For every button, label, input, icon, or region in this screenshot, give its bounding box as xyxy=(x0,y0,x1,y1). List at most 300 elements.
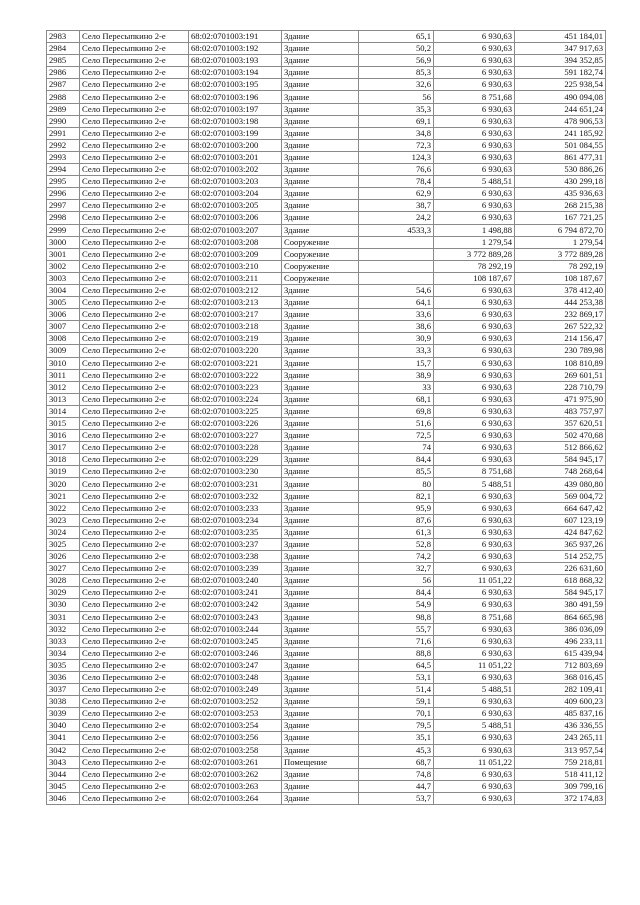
unit-price-cell: 6 930,63 xyxy=(434,405,515,417)
cadastral-value-cell: 241 185,92 xyxy=(515,127,606,139)
unit-price-cell: 6 930,63 xyxy=(434,55,515,67)
row-number-cell: 3042 xyxy=(47,744,80,756)
cadastral-number-cell: 68:02:0701003:202 xyxy=(189,164,282,176)
area-cell: 69,8 xyxy=(359,405,434,417)
cadastral-value-cell: 435 936,63 xyxy=(515,188,606,200)
unit-price-cell: 6 930,63 xyxy=(434,151,515,163)
table-row xyxy=(47,103,606,115)
table-row xyxy=(47,732,606,744)
settlement-name-cell: Село Пересыпкино 2-е xyxy=(80,442,189,454)
settlement-name-cell: Село Пересыпкино 2-е xyxy=(80,732,189,744)
cadastral-number-cell: 68:02:0701003:247 xyxy=(189,659,282,671)
unit-price-cell: 6 930,63 xyxy=(434,127,515,139)
unit-price-cell: 6 930,63 xyxy=(434,563,515,575)
unit-price-cell: 6 930,63 xyxy=(434,381,515,393)
cadastral-number-cell: 68:02:0701003:228 xyxy=(189,442,282,454)
cadastral-number-cell: 68:02:0701003:246 xyxy=(189,647,282,659)
cadastral-number-cell: 68:02:0701003:249 xyxy=(189,684,282,696)
cadastral-number-cell: 68:02:0701003:240 xyxy=(189,575,282,587)
cadastral-number-cell: 68:02:0701003:219 xyxy=(189,333,282,345)
table-row xyxy=(47,623,606,635)
object-type-cell: Сооружение xyxy=(282,260,359,272)
unit-price-cell: 6 930,63 xyxy=(434,321,515,333)
area-cell: 33 xyxy=(359,381,434,393)
area-cell: 52,8 xyxy=(359,538,434,550)
cadastral-number-cell: 68:02:0701003:237 xyxy=(189,538,282,550)
area-cell: 72,5 xyxy=(359,430,434,442)
cadastral-number-cell: 68:02:0701003:200 xyxy=(189,139,282,151)
cadastral-value-cell: 485 837,16 xyxy=(515,708,606,720)
cadastral-value-cell: 607 123,19 xyxy=(515,514,606,526)
cadastral-number-cell: 68:02:0701003:261 xyxy=(189,756,282,768)
cadastral-value-cell: 108 187,67 xyxy=(515,272,606,284)
area-cell: 44,7 xyxy=(359,780,434,792)
cadastral-value-cell: 759 218,81 xyxy=(515,756,606,768)
cadastral-number-cell: 68:02:0701003:254 xyxy=(189,720,282,732)
row-number-cell: 2996 xyxy=(47,188,80,200)
unit-price-cell: 6 930,63 xyxy=(434,442,515,454)
table-row xyxy=(47,599,606,611)
unit-price-cell: 11 051,22 xyxy=(434,659,515,671)
object-type-cell: Здание xyxy=(282,587,359,599)
table-row xyxy=(47,55,606,67)
cadastral-number-cell: 68:02:0701003:198 xyxy=(189,115,282,127)
row-number-cell: 3005 xyxy=(47,297,80,309)
cadastral-number-cell: 68:02:0701003:218 xyxy=(189,321,282,333)
cadastral-value-cell: 530 886,26 xyxy=(515,164,606,176)
area-cell: 53,7 xyxy=(359,792,434,804)
table-row xyxy=(47,635,606,647)
object-type-cell: Здание xyxy=(282,659,359,671)
cadastral-value-cell: 712 803,69 xyxy=(515,659,606,671)
cadastral-number-cell: 68:02:0701003:220 xyxy=(189,345,282,357)
table-row xyxy=(47,176,606,188)
unit-price-cell: 6 930,63 xyxy=(434,115,515,127)
unit-price-cell: 6 930,63 xyxy=(434,103,515,115)
row-number-cell: 3007 xyxy=(47,321,80,333)
object-type-cell: Здание xyxy=(282,309,359,321)
object-type-cell: Сооружение xyxy=(282,272,359,284)
area-cell: 95,9 xyxy=(359,502,434,514)
object-type-cell: Здание xyxy=(282,79,359,91)
unit-price-cell: 5 488,51 xyxy=(434,478,515,490)
table-row xyxy=(47,321,606,333)
settlement-name-cell: Село Пересыпкино 2-е xyxy=(80,248,189,260)
unit-price-cell: 6 930,63 xyxy=(434,43,515,55)
object-type-cell: Здание xyxy=(282,466,359,478)
unit-price-cell: 6 930,63 xyxy=(434,357,515,369)
object-type-cell: Здание xyxy=(282,551,359,563)
area-cell: 68,1 xyxy=(359,393,434,405)
unit-price-cell: 6 930,63 xyxy=(434,744,515,756)
table-row xyxy=(47,611,606,623)
settlement-name-cell: Село Пересыпкино 2-е xyxy=(80,792,189,804)
row-number-cell: 3016 xyxy=(47,430,80,442)
cadastral-number-cell: 68:02:0701003:211 xyxy=(189,272,282,284)
object-type-cell: Здание xyxy=(282,684,359,696)
settlement-name-cell: Село Пересыпкино 2-е xyxy=(80,623,189,635)
unit-price-cell: 6 930,63 xyxy=(434,430,515,442)
object-type-cell: Здание xyxy=(282,333,359,345)
row-number-cell: 2990 xyxy=(47,115,80,127)
area-cell: 87,6 xyxy=(359,514,434,526)
cadastral-number-cell: 68:02:0701003:243 xyxy=(189,611,282,623)
table-row xyxy=(47,575,606,587)
settlement-name-cell: Село Пересыпкино 2-е xyxy=(80,671,189,683)
table-row xyxy=(47,200,606,212)
area-cell: 55,7 xyxy=(359,623,434,635)
table-row xyxy=(47,430,606,442)
unit-price-cell: 6 930,63 xyxy=(434,418,515,430)
area-cell: 79,5 xyxy=(359,720,434,732)
unit-price-cell: 108 187,67 xyxy=(434,272,515,284)
area-cell: 45,3 xyxy=(359,744,434,756)
cadastral-number-cell: 68:02:0701003:191 xyxy=(189,31,282,43)
settlement-name-cell: Село Пересыпкино 2-е xyxy=(80,309,189,321)
table-row xyxy=(47,369,606,381)
cadastral-number-cell: 68:02:0701003:196 xyxy=(189,91,282,103)
area-cell: 76,6 xyxy=(359,164,434,176)
area-cell: 84,4 xyxy=(359,454,434,466)
row-number-cell: 3001 xyxy=(47,248,80,260)
area-cell: 69,1 xyxy=(359,115,434,127)
unit-price-cell: 6 930,63 xyxy=(434,732,515,744)
cadastral-value-cell: 225 938,54 xyxy=(515,79,606,91)
cadastral-number-cell: 68:02:0701003:194 xyxy=(189,67,282,79)
row-number-cell: 3000 xyxy=(47,236,80,248)
object-type-cell: Здание xyxy=(282,514,359,526)
cadastral-number-cell: 68:02:0701003:234 xyxy=(189,514,282,526)
row-number-cell: 3015 xyxy=(47,418,80,430)
object-type-cell: Сооружение xyxy=(282,248,359,260)
settlement-name-cell: Село Пересыпкино 2-е xyxy=(80,31,189,43)
cadastral-number-cell: 68:02:0701003:217 xyxy=(189,309,282,321)
object-type-cell: Здание xyxy=(282,224,359,236)
unit-price-cell: 6 930,63 xyxy=(434,212,515,224)
object-type-cell: Здание xyxy=(282,31,359,43)
area-cell: 33,3 xyxy=(359,345,434,357)
settlement-name-cell: Село Пересыпкино 2-е xyxy=(80,333,189,345)
cadastral-number-cell: 68:02:0701003:253 xyxy=(189,708,282,720)
area-cell xyxy=(359,260,434,272)
object-type-cell: Здание xyxy=(282,103,359,115)
row-number-cell: 3018 xyxy=(47,454,80,466)
row-number-cell: 2985 xyxy=(47,55,80,67)
unit-price-cell: 8 751,68 xyxy=(434,611,515,623)
cadastral-number-cell: 68:02:0701003:230 xyxy=(189,466,282,478)
row-number-cell: 3006 xyxy=(47,309,80,321)
cadastral-value-cell: 496 233,11 xyxy=(515,635,606,647)
table-row xyxy=(47,671,606,683)
row-number-cell: 3045 xyxy=(47,780,80,792)
row-number-cell: 2997 xyxy=(47,200,80,212)
table-row xyxy=(47,224,606,236)
table-row xyxy=(47,284,606,296)
cadastral-value-cell: 313 957,54 xyxy=(515,744,606,756)
settlement-name-cell: Село Пересыпкино 2-е xyxy=(80,538,189,550)
cadastral-number-cell: 68:02:0701003:238 xyxy=(189,551,282,563)
area-cell: 54,9 xyxy=(359,599,434,611)
settlement-name-cell: Село Пересыпкино 2-е xyxy=(80,478,189,490)
area-cell: 56 xyxy=(359,91,434,103)
object-type-cell: Здание xyxy=(282,708,359,720)
unit-price-cell: 6 930,63 xyxy=(434,309,515,321)
cadastral-value-cell: 436 336,55 xyxy=(515,720,606,732)
area-cell: 4533,3 xyxy=(359,224,434,236)
row-number-cell: 3010 xyxy=(47,357,80,369)
row-number-cell: 3026 xyxy=(47,551,80,563)
table-row xyxy=(47,405,606,417)
cadastral-value-cell: 483 757,97 xyxy=(515,405,606,417)
area-cell: 72,3 xyxy=(359,139,434,151)
table-row xyxy=(47,309,606,321)
object-type-cell: Здание xyxy=(282,139,359,151)
cadastral-number-cell: 68:02:0701003:226 xyxy=(189,418,282,430)
object-type-cell: Здание xyxy=(282,647,359,659)
area-cell: 61,3 xyxy=(359,526,434,538)
unit-price-cell: 6 930,63 xyxy=(434,792,515,804)
table-row xyxy=(47,393,606,405)
cadastral-value-cell: 451 184,01 xyxy=(515,31,606,43)
row-number-cell: 2986 xyxy=(47,67,80,79)
row-number-cell: 3014 xyxy=(47,405,80,417)
settlement-name-cell: Село Пересыпкино 2-е xyxy=(80,151,189,163)
cadastral-number-cell: 68:02:0701003:227 xyxy=(189,430,282,442)
cadastral-value-cell: 514 252,75 xyxy=(515,551,606,563)
cadastral-value-cell: 282 109,41 xyxy=(515,684,606,696)
table-body xyxy=(47,31,606,805)
cadastral-value-cell: 108 810,89 xyxy=(515,357,606,369)
object-type-cell: Здание xyxy=(282,284,359,296)
object-type-cell: Здание xyxy=(282,430,359,442)
object-type-cell: Здание xyxy=(282,297,359,309)
object-type-cell: Здание xyxy=(282,212,359,224)
table-row xyxy=(47,91,606,103)
cadastral-value-cell: 1 279,54 xyxy=(515,236,606,248)
object-type-cell: Здание xyxy=(282,67,359,79)
table-row xyxy=(47,551,606,563)
table-row xyxy=(47,478,606,490)
row-number-cell: 3025 xyxy=(47,538,80,550)
cadastral-value-cell: 569 004,72 xyxy=(515,490,606,502)
cadastral-number-cell: 68:02:0701003:258 xyxy=(189,744,282,756)
unit-price-cell: 6 930,63 xyxy=(434,635,515,647)
table-row xyxy=(47,272,606,284)
settlement-name-cell: Село Пересыпкино 2-е xyxy=(80,514,189,526)
cadastral-value-cell: 430 299,18 xyxy=(515,176,606,188)
cadastral-value-cell: 618 868,32 xyxy=(515,575,606,587)
settlement-name-cell: Село Пересыпкино 2-е xyxy=(80,369,189,381)
unit-price-cell: 6 930,63 xyxy=(434,188,515,200)
cadastral-value-cell: 267 522,32 xyxy=(515,321,606,333)
cadastral-value-cell: 357 620,51 xyxy=(515,418,606,430)
table-row xyxy=(47,684,606,696)
unit-price-cell: 6 930,63 xyxy=(434,454,515,466)
cadastral-number-cell: 68:02:0701003:256 xyxy=(189,732,282,744)
object-type-cell: Здание xyxy=(282,538,359,550)
table-row xyxy=(47,260,606,272)
area-cell: 82,1 xyxy=(359,490,434,502)
object-type-cell: Помещение xyxy=(282,756,359,768)
settlement-name-cell: Село Пересыпкино 2-е xyxy=(80,659,189,671)
row-number-cell: 2989 xyxy=(47,103,80,115)
row-number-cell: 3040 xyxy=(47,720,80,732)
table-row xyxy=(47,139,606,151)
area-cell: 64,5 xyxy=(359,659,434,671)
row-number-cell: 3021 xyxy=(47,490,80,502)
cadastral-value-cell: 309 799,16 xyxy=(515,780,606,792)
object-type-cell: Здание xyxy=(282,478,359,490)
cadastral-value-cell: 501 084,55 xyxy=(515,139,606,151)
unit-price-cell: 6 930,63 xyxy=(434,623,515,635)
table-row xyxy=(47,490,606,502)
table-row xyxy=(47,756,606,768)
object-type-cell: Здание xyxy=(282,792,359,804)
unit-price-cell: 6 930,63 xyxy=(434,200,515,212)
settlement-name-cell: Село Пересыпкино 2-е xyxy=(80,357,189,369)
object-type-cell: Здание xyxy=(282,369,359,381)
table-row xyxy=(47,768,606,780)
cadastral-value-cell: 365 937,26 xyxy=(515,538,606,550)
area-cell: 59,1 xyxy=(359,696,434,708)
object-type-cell: Здание xyxy=(282,490,359,502)
area-cell: 15,7 xyxy=(359,357,434,369)
cadastral-number-cell: 68:02:0701003:263 xyxy=(189,780,282,792)
table-row xyxy=(47,563,606,575)
unit-price-cell: 6 930,63 xyxy=(434,79,515,91)
unit-price-cell: 8 751,68 xyxy=(434,91,515,103)
area-cell: 70,1 xyxy=(359,708,434,720)
area-cell: 51,4 xyxy=(359,684,434,696)
settlement-name-cell: Село Пересыпкино 2-е xyxy=(80,115,189,127)
row-number-cell: 3028 xyxy=(47,575,80,587)
cadastral-value-cell: 269 601,51 xyxy=(515,369,606,381)
settlement-name-cell: Село Пересыпкино 2-е xyxy=(80,164,189,176)
settlement-name-cell: Село Пересыпкино 2-е xyxy=(80,381,189,393)
table-row xyxy=(47,333,606,345)
table-row xyxy=(47,708,606,720)
settlement-name-cell: Село Пересыпкино 2-е xyxy=(80,200,189,212)
row-number-cell: 2988 xyxy=(47,91,80,103)
object-type-cell: Здание xyxy=(282,164,359,176)
settlement-name-cell: Село Пересыпкино 2-е xyxy=(80,260,189,272)
unit-price-cell: 6 930,63 xyxy=(434,345,515,357)
area-cell: 84,4 xyxy=(359,587,434,599)
object-type-cell: Здание xyxy=(282,780,359,792)
area-cell: 74,2 xyxy=(359,551,434,563)
unit-price-cell: 6 930,63 xyxy=(434,139,515,151)
cadastral-value-cell: 490 094,08 xyxy=(515,91,606,103)
cadastral-number-cell: 68:02:0701003:207 xyxy=(189,224,282,236)
settlement-name-cell: Село Пересыпкино 2-е xyxy=(80,587,189,599)
cadastral-number-cell: 68:02:0701003:229 xyxy=(189,454,282,466)
unit-price-cell: 6 930,63 xyxy=(434,538,515,550)
settlement-name-cell: Село Пересыпкино 2-е xyxy=(80,284,189,296)
area-cell: 38,9 xyxy=(359,369,434,381)
unit-price-cell: 3 772 889,28 xyxy=(434,248,515,260)
settlement-name-cell: Село Пересыпкино 2-е xyxy=(80,297,189,309)
settlement-name-cell: Село Пересыпкино 2-е xyxy=(80,139,189,151)
object-type-cell: Здание xyxy=(282,732,359,744)
settlement-name-cell: Село Пересыпкино 2-е xyxy=(80,418,189,430)
row-number-cell: 3027 xyxy=(47,563,80,575)
settlement-name-cell: Село Пересыпкино 2-е xyxy=(80,176,189,188)
table-row xyxy=(47,381,606,393)
cadastral-number-cell: 68:02:0701003:210 xyxy=(189,260,282,272)
unit-price-cell: 6 930,63 xyxy=(434,297,515,309)
table-row xyxy=(47,164,606,176)
table-row xyxy=(47,67,606,79)
table-row xyxy=(47,720,606,732)
unit-price-cell: 5 488,51 xyxy=(434,684,515,696)
cadastral-number-cell: 68:02:0701003:244 xyxy=(189,623,282,635)
table-row xyxy=(47,236,606,248)
row-number-cell: 3032 xyxy=(47,623,80,635)
settlement-name-cell: Село Пересыпкино 2-е xyxy=(80,321,189,333)
cadastral-value-cell: 378 412,40 xyxy=(515,284,606,296)
row-number-cell: 3034 xyxy=(47,647,80,659)
cadastral-number-cell: 68:02:0701003:195 xyxy=(189,79,282,91)
settlement-name-cell: Село Пересыпкино 2-е xyxy=(80,466,189,478)
row-number-cell: 3030 xyxy=(47,599,80,611)
object-type-cell: Здание xyxy=(282,151,359,163)
unit-price-cell: 6 930,63 xyxy=(434,526,515,538)
unit-price-cell: 6 930,63 xyxy=(434,490,515,502)
cadastral-number-cell: 68:02:0701003:221 xyxy=(189,357,282,369)
cadastral-value-cell: 409 600,23 xyxy=(515,696,606,708)
settlement-name-cell: Село Пересыпкино 2-е xyxy=(80,744,189,756)
cadastral-number-cell: 68:02:0701003:223 xyxy=(189,381,282,393)
table-row xyxy=(47,79,606,91)
cadastral-value-cell: 244 651,24 xyxy=(515,103,606,115)
unit-price-cell: 6 930,63 xyxy=(434,780,515,792)
unit-price-cell: 5 488,51 xyxy=(434,720,515,732)
object-type-cell: Сооружение xyxy=(282,236,359,248)
object-type-cell: Здание xyxy=(282,91,359,103)
row-number-cell: 3033 xyxy=(47,635,80,647)
settlement-name-cell: Село Пересыпкино 2-е xyxy=(80,345,189,357)
unit-price-cell: 6 930,63 xyxy=(434,393,515,405)
unit-price-cell: 6 930,63 xyxy=(434,333,515,345)
object-type-cell: Здание xyxy=(282,502,359,514)
object-type-cell: Здание xyxy=(282,744,359,756)
row-number-cell: 3038 xyxy=(47,696,80,708)
table-row xyxy=(47,442,606,454)
cadastral-number-cell: 68:02:0701003:213 xyxy=(189,297,282,309)
row-number-cell: 2983 xyxy=(47,31,80,43)
area-cell: 56 xyxy=(359,575,434,587)
cadastral-value-cell: 471 975,90 xyxy=(515,393,606,405)
table-row xyxy=(47,466,606,478)
unit-price-cell: 6 930,63 xyxy=(434,284,515,296)
row-number-cell: 3009 xyxy=(47,345,80,357)
object-type-cell: Здание xyxy=(282,393,359,405)
row-number-cell: 3035 xyxy=(47,659,80,671)
row-number-cell: 3044 xyxy=(47,768,80,780)
cadastral-number-cell: 68:02:0701003:233 xyxy=(189,502,282,514)
settlement-name-cell: Село Пересыпкино 2-е xyxy=(80,188,189,200)
area-cell: 32,7 xyxy=(359,563,434,575)
cadastral-number-cell: 68:02:0701003:248 xyxy=(189,671,282,683)
area-cell: 32,6 xyxy=(359,79,434,91)
row-number-cell: 3037 xyxy=(47,684,80,696)
area-cell: 50,2 xyxy=(359,43,434,55)
settlement-name-cell: Село Пересыпкино 2-е xyxy=(80,236,189,248)
cadastral-value-cell: 78 292,19 xyxy=(515,260,606,272)
object-type-cell: Здание xyxy=(282,696,359,708)
settlement-name-cell: Село Пересыпкино 2-е xyxy=(80,780,189,792)
object-type-cell: Здание xyxy=(282,442,359,454)
